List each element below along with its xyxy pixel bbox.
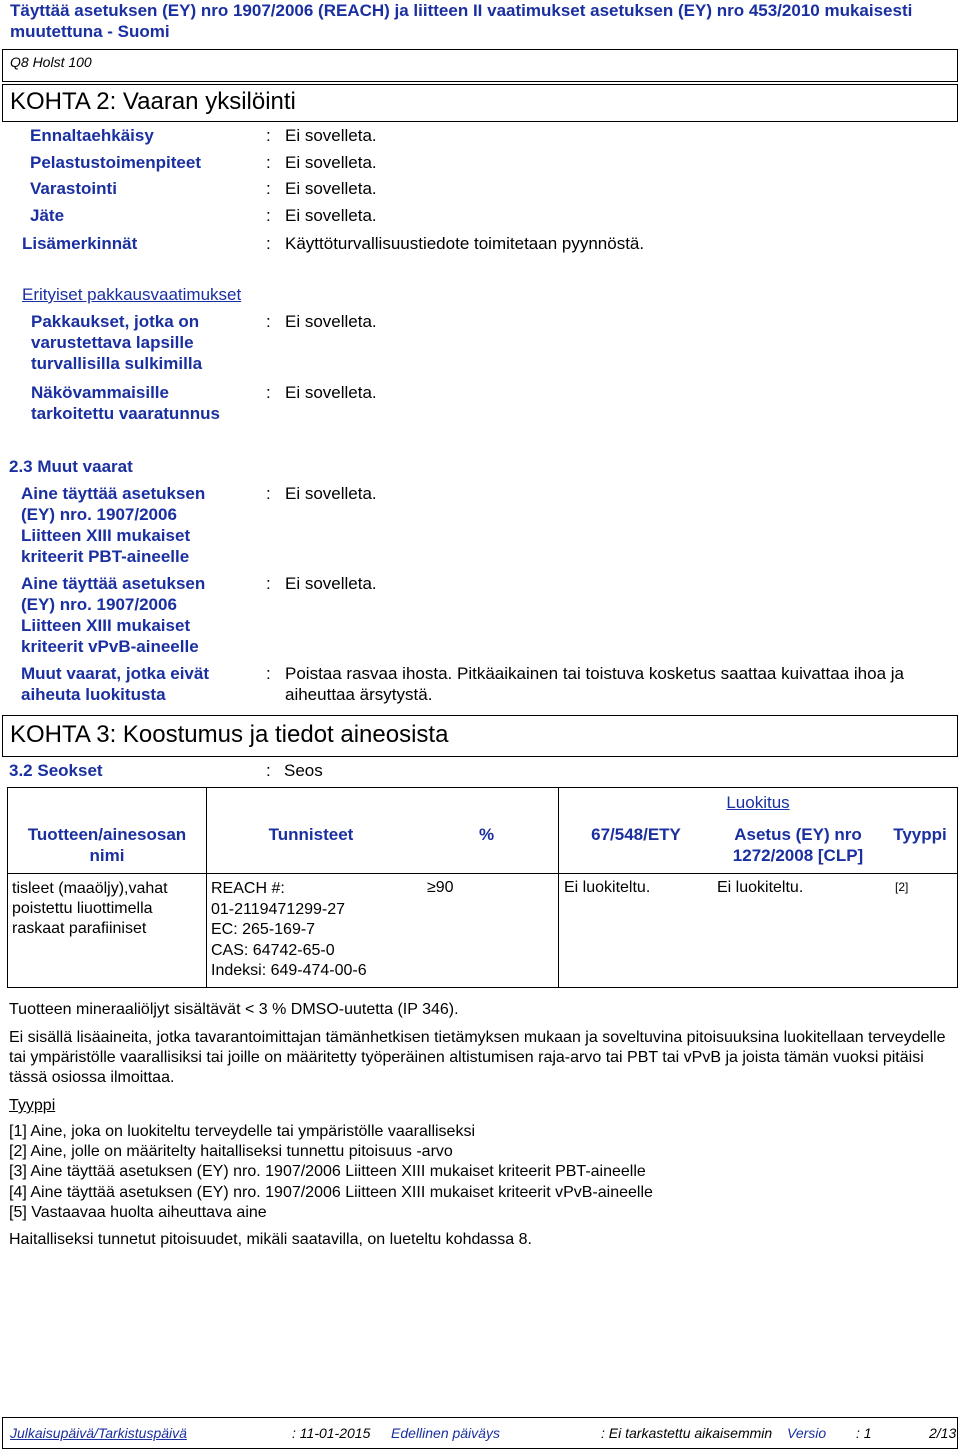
mixtures-value: Seos: [284, 761, 323, 780]
page-footer: [2, 1417, 958, 1449]
section-3-header: [2, 715, 958, 757]
type-item: [5] Vastaavaa huolta aiheuttava aine: [9, 1204, 267, 1221]
table-header-row: [8, 818, 958, 874]
precaution-value: Ei sovelleta.: [285, 206, 377, 225]
precaution-value: Ei sovelleta.: [285, 126, 377, 145]
other-hazard-label: Aine täyttää asetuksen (EY) nro. 1907/2006 Liitteen XIII mukaiset kriteerit vPvB-aineelle: [21, 574, 206, 656]
identifier-line: EC: 265-169-7: [211, 921, 316, 938]
identifier-line: 01-2119471299-27: [211, 900, 346, 918]
page-number: 2/13: [929, 1425, 957, 1441]
other-hazard-value: Ei sovelleta.: [285, 574, 377, 593]
version-label: Versio: [787, 1425, 827, 1441]
identifier-line: Indeksi: 649-474-00-6: [211, 962, 367, 979]
mineral-oil-note: Tuotteen mineraaliöljyt sisältävät < 3 % DMSO-uutetta (IP 346).: [9, 1001, 459, 1018]
precaution-value: Ei sovelleta.: [285, 179, 377, 198]
colon: :: [266, 179, 271, 198]
cell-type: [2]: [883, 874, 958, 988]
precaution-label: Jäte: [30, 206, 65, 225]
table-row: [8, 874, 958, 988]
mixtures-label: 3.2 Seokset: [9, 761, 103, 780]
precaution-label: Ennaltaehkäisy: [30, 126, 154, 145]
section-2-header: [2, 84, 958, 122]
identifier-line: CAS: 64742-65-0: [211, 941, 335, 959]
colon: :: [266, 126, 271, 145]
product-name: Q8 Holst 100: [10, 54, 92, 70]
other-hazard-label: Aine täyttää asetuksen (EY) nro. 1907/2006 Liitteen XIII mukaiset kriteerit PBT-aineelle: [21, 484, 206, 566]
type-item: [4] Aine täyttää asetuksen (EY) nro. 1907/2006 Liitteen XIII mukaiset kriteerit vPvB-aineelle: [9, 1184, 653, 1201]
closing-note: Haitalliseksi tunnetut pitoisuudet, mikäli saatavilla, on lueteltu kohdassa 8.: [9, 1231, 532, 1248]
colon: :: [266, 761, 271, 780]
precaution-label: Lisämerkinnät: [22, 234, 138, 253]
section-2-title: KOHTA 2: Vaaran yksilöinti: [10, 88, 296, 115]
colon: :: [266, 664, 271, 683]
colon: :: [266, 153, 271, 172]
document-header-title: Täyttää asetuksen (EY) nro 1907/2006 (REACH) ja liitteen II vaatimukset asetuksen (EY) nro 453/2010 mukaisesti muutettuna - Suomi: [10, 1, 913, 41]
cell-clp: Ei luokiteltu.: [713, 874, 883, 988]
packaging-value: Ei sovelleta.: [285, 383, 377, 402]
packaging-label: Pakkaukset, jotka on varustettava lapsille turvallisilla sulkimilla: [31, 312, 203, 373]
colon: :: [266, 234, 271, 253]
type-item: [2] Aine, jolle on määritelty haitalliseksi tunnettu pitoisuus -arvo: [9, 1143, 453, 1160]
colon: :: [266, 383, 271, 402]
precaution-label: Varastointi: [30, 179, 117, 198]
other-hazard-value: Poistaa rasvaa ihosta. Pitkäaikainen tai toistuva kosketus saattaa kuivattaa ihoa ja aiheuttaa ärsytystä.: [285, 664, 904, 704]
cell-name: tisleet (maaöljy),vahat poistettu liuottimella raskaat parafiiniset: [8, 874, 207, 988]
colon: :: [266, 206, 271, 225]
header-dsd: 67/548/ETY: [559, 818, 714, 874]
other-hazard-label: Muut vaarat, jotka eivät aiheuta luokitusta: [21, 664, 210, 704]
composition-table: [7, 787, 958, 988]
packaging-label: Näkövammaisille tarkoitettu vaaratunnus: [31, 383, 220, 423]
identifier-line: REACH #:: [211, 880, 285, 897]
type-item: [1] Aine, joka on luokiteltu terveydelle tai ympäristölle vaaralliseksi: [9, 1123, 476, 1140]
precaution-value: Käyttöturvallisuustiedote toimitetaan pyynnöstä.: [285, 234, 645, 253]
header-identifiers: Tunnisteet: [207, 818, 416, 874]
additives-note: Ei sisällä lisäaineita, jotka tavarantoimittajan tämänhetkisen tietämyksen mukaan ja soveltuvina pitoisuuksina luokitellaan terveydelle tai ympäristölle vaarallisiksi tai joille on määritetty työperäinen altistumisen raja-arvo tai PBT tai vPvB ja joista tämän vuoksi pitäisi tässä osiossa ilmoittaa.: [9, 1029, 946, 1086]
header-clp: Asetus (EY) nro 1272/2008 [CLP]: [713, 818, 883, 874]
type-item: [3] Aine täyttää asetuksen (EY) nro. 1907/2006 Liitteen XIII mukaiset kriteerit PBT-aineelle: [9, 1163, 646, 1180]
cell-dsd: Ei luokiteltu.: [559, 874, 714, 988]
version-value: : 1: [856, 1425, 872, 1441]
header-name: Tuotteen/ainesosan nimi: [8, 818, 207, 874]
colon: :: [266, 484, 271, 503]
cell-percent: ≥90: [415, 874, 559, 988]
colon: :: [266, 312, 271, 331]
other-hazards-heading: 2.3 Muut vaarat: [9, 457, 133, 476]
colon: :: [266, 574, 271, 593]
precaution-value: Ei sovelleta.: [285, 153, 377, 172]
publication-date-value: : 11-01-2015: [292, 1425, 371, 1441]
packaging-value: Ei sovelleta.: [285, 312, 377, 331]
classification-header: Luokitus: [559, 788, 958, 818]
precaution-label: Pelastustoimenpiteet: [30, 153, 201, 172]
header-type: Tyyppi: [883, 818, 958, 874]
previous-date-value: : Ei tarkastettu aikaisemmin: [601, 1425, 773, 1441]
packaging-heading: Erityiset pakkausvaatimukset: [22, 285, 242, 304]
type-heading: Tyyppi: [9, 1097, 56, 1114]
section-3-title: KOHTA 3: Koostumus ja tiedot aineosista: [10, 721, 449, 748]
header-percent: %: [415, 818, 559, 874]
other-hazard-value: Ei sovelleta.: [285, 484, 377, 503]
publication-date-label: Julkaisupäivä/Tarkistuspäivä: [10, 1425, 187, 1441]
cell-identifiers: [207, 874, 416, 988]
product-box: [2, 49, 958, 82]
table-header-row: [8, 788, 958, 818]
previous-date-label: Edellinen päiväys: [391, 1425, 500, 1441]
